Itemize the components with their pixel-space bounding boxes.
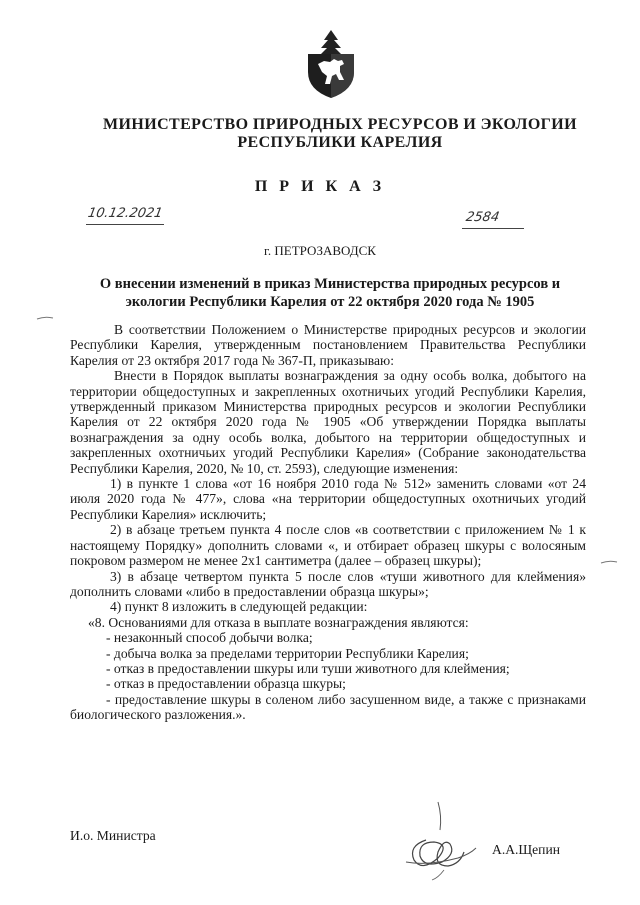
order-number: 2584	[464, 210, 501, 225]
subject-line1: О внесении изменений в приказ Министерства природных ресурсов и	[99, 276, 561, 292]
ministry-name-line1: МИНИСТЕРСТВО ПРИРОДНЫХ РЕСУРСОВ И ЭКОЛОГИИ	[103, 116, 577, 133]
order-date: 10.12.2021	[86, 206, 164, 221]
paragraph-amend: Внести в Порядок выплаты вознаграждения за одну особь волка, добытого на территории общедоступных и закрепленных охотничьих угодий Республики Карелия, утвержденный приказом Министерства природных ресурсов и экологии Республики Карелия от 22 октября 2020 года № 1905 «Об утверждении Порядка выплаты вознаграждения за одну особь волка, добытого на территории общедоступных и закрепленных охотничьих угодий Республики Карелия» (Собрание законодательства Республики Карелия, 2020, № 10, ст. 2593), следующие изменения:	[70, 368, 586, 476]
margin-mark	[600, 560, 618, 564]
signatory-name: А.А.Щепин	[492, 842, 561, 857]
margin-mark	[36, 316, 54, 320]
list-item: - незаконный способ добычи волка;	[106, 630, 313, 646]
subject-line2: экологии Республики Карелия от 22 октября 2020 года № 1905	[125, 294, 535, 310]
city: г. ПЕТРОЗАВОДСК	[264, 243, 376, 258]
document-body	[70, 322, 586, 723]
date-underline	[86, 224, 164, 225]
ministry-name-line2: РЕСПУБЛИКИ КАРЕЛИЯ	[237, 134, 443, 151]
paragraph-item-2: 2) в абзаце третьем пункта 4 после слов «в соответствии с приложением № 1 к настоящему Порядку» дополнить словами «, и отбирает образец шкуры с волосяным покровом размером не менее 2х1 сантиметра (далее – образец шкуры);	[70, 522, 586, 569]
paragraph-point-8: «8. Основаниями для отказа в выплате вознаграждения являются:	[88, 614, 469, 630]
order-title: П Р И К А З	[254, 178, 386, 195]
paragraph-preamble: В соответствии Положением о Министерстве природных ресурсов и экологии Республики Карелия, утвержденным постановлением Правительства Республики Карелия от 23 октября 2017 года № 367-П, приказываю:	[70, 322, 586, 368]
number-underline	[462, 228, 524, 229]
list-item: - предоставление шкуры в соленом либо засушенном виде, а также с признаками биологического разложения.».	[70, 691, 586, 723]
handwritten-signature-icon	[398, 796, 488, 882]
karelia-coat-of-arms-icon	[300, 28, 362, 100]
paragraph-item-1: 1) в пункте 1 слова «от 16 ноября 2010 года № 512» заменить словами «от 24 июля 2020 года № 477», слова «на территории общедоступных охотничьих угодий Республики Карелия» исключить;	[70, 476, 586, 522]
signatory-role: И.о. Министра	[70, 828, 156, 843]
ministry-name	[60, 116, 620, 152]
paragraph-item-4: 4) пункт 8 изложить в следующей редакции:	[110, 599, 368, 615]
list-item: - отказ в предоставлении образца шкуры;	[106, 676, 346, 692]
list-item: - добыча волка за пределами территории Республики Карелия;	[106, 645, 469, 661]
document-subject	[90, 275, 570, 311]
paragraph-item-3: 3) в абзаце четвертом пункта 5 после слов «туши животного для клеймения» дополнить словами «либо в предоставлении образца шкуры»;	[70, 568, 586, 599]
list-item: - отказ в предоставлении шкуры или туши животного для клеймения;	[106, 660, 510, 676]
